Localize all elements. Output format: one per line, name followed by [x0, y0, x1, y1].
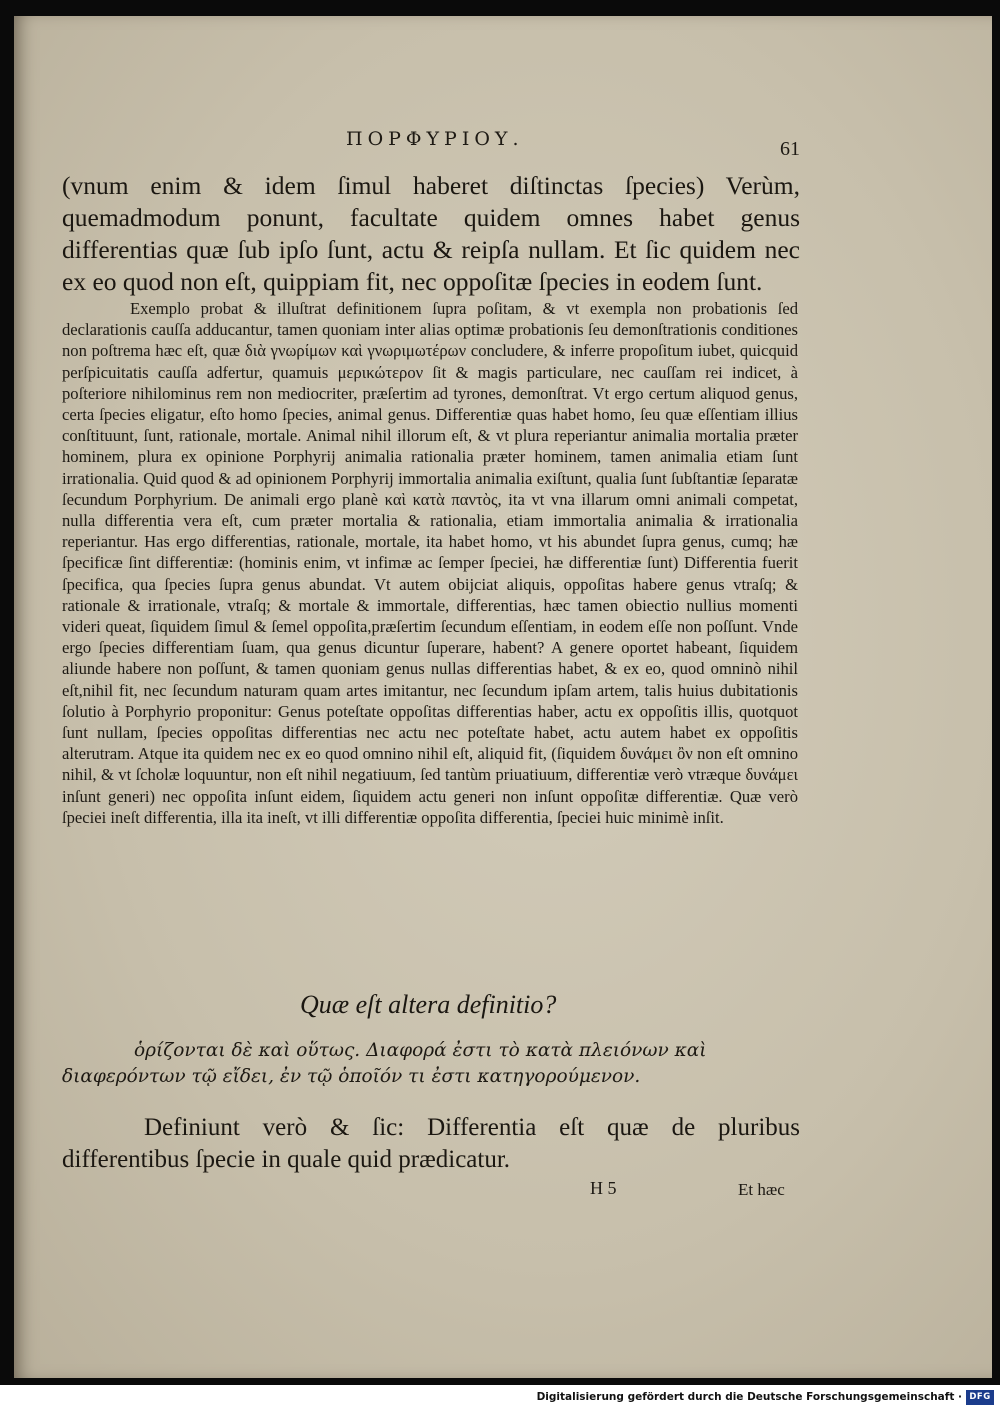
footer-bar	[0, 1385, 1000, 1412]
signature-mark: H 5	[590, 1178, 617, 1198]
commentary-text: Exemplo probat & illuſtrat definitionem ſupra poſitam, & vt exempla non probationis ſed declarationis cauſſa adducantur, tamen quoniam inter alias optimæ probationis ſeu demonſtrationis conditiones non poſtrema hæc eſt, quæ διὰ γνωρίμων καὶ γνωριμωτέρων concludere, & inferre propoſitum iubet, quicquid perſpicuitatis cauſſa adfertur, quamuis μερικώτερον ſit & magis particulare, nec cauſſam rei indicet, à poſteriore nihilominus rem non mediocriter, præſertim ad tyrones, demonſtrat. Vt ergo certum aliquod genus, certa ſpecies eligatur, eſto homo ſpecies, animal genus. Differentiæ quas habet homo, ſeu quæ eſſentiam illius conſtituunt, ſunt, rationale, mortale. Animal nihil illorum eſt, & vt plura reperiantur animalia mortalia præter hominem, plura ex opinione Porphyrij animalia rationalia præter hominem, tamen animalia etiam ſunt irrationalia. Quid quod & ad opinionem Porphyrij immortalia animalia exiſtunt, qualia ſunt ſubſtantiæ ſeparatæ ſecundum Porphyrium. De animali ergo planè καὶ κατὰ παντὸς, ita vt vna illarum omni animali competat, nulla differentia vera eſt, cum præter mortalia & rationalia, etiam immortalia animalia & irrationalia reperiantur. Has ergo differentias, rationale, mortale, ita habet homo, vt his abundet ſupra genus, cumq; hæ ſpecificæ ſint differentiæ: (hominis enim, vt infimæ ac ſemper ſpeciei, hæ differentiæ ſunt) Differentia fuerit ſpecifica, qua ſpecies ſupra genus abundat. Vt autem obijciat aliquis, oppoſitas habere genus vtraſq; & rationale & irrationale, vtraſq; & mortale & immortale, differentias, hæc tamen obiectio nullius momenti videri queat, ſiquidem ſimul & ſemel oppoſita,præſertim ſecundum eſſentiam, in eodem eſſe non poſſunt. Vnde ergo ſpecies differentiam ſuam, qua genus dicuntur ſuperare, habent? A genere oportet habeant, ſiquidem aliunde habere non poſſunt, & tamen quoniam genus nullas differentias habet, & ex eo, quod omninò nihil eſt,nihil fit, nec ſecundum naturam quam artes imitantur, nec ſecundum ipſam artem, talis huius dubitationis ſolutio à Porphyrio proponitur: Genus poteſtate oppoſitas differentias haber, actu ex oppoſitis illis, quotquot ſunt nullam, ſpecies oppoſitas differentias nec actu nec poteſtate habet, actu autem habet ex oppoſitis alterutram. Atque ita quidem nec ex eo quod omnino nihil eſt, aliquid fit, (ſiquidem δυνάμει ὂν non eſt omnino nihil, & vt ſcholæ loquuntur, non eſt nihil negatiuum, ſed tantùm priuatiuum, differentiæ verò vtræque δυνάμει inſunt generi) nec oppoſita inſunt eidem, ſiquidem actu generi non inſunt oppoſitæ differentiæ. Quæ verò ſpeciei ineſt differentia, illa ita ineſt, vt illi differentiæ oppoſita differentia, ſpeciei huic minimè inſit.	[62, 299, 798, 827]
main-text-large: (vnum enim & idem ſimul haberet diſtinctas ſpecies) Verùm, quemadmodum ponunt, facultate quidem omnes habet genus differentias quæ ſub ipſo ſunt, actu & reipſa nullam. Et ſic quidem nec ex eo quod non eſt, quippiam fit, nec oppoſitæ ſpecies in eodem ſunt.	[62, 171, 800, 296]
footer-credit: Digitalisierung gefördert durch die Deutsche Forschungsgemeinschaft ·	[536, 1391, 962, 1403]
latin-definition: Definiunt verò & ſic: Differentia eſt quæ de pluribus differentibus ſpecie in quale quid prædicatur.	[62, 1114, 800, 1173]
greek-definition: ὁρίζονται δὲ καὶ οὕτως. Διαφορά ἐστι τὸ κατὰ πλειόνων καὶ διαφερόντων τῷ εἴδει, ἐν τῷ ὁποῖόν τι ἐστι κατηγορούμενον.	[62, 1040, 707, 1087]
question-heading: Quæ eſt altera definitio?	[300, 990, 557, 1019]
catchword: Et hæc	[738, 1180, 785, 1199]
dfg-logo-icon: DFG	[966, 1390, 994, 1405]
running-head: ΠΟΡΦΥΡΙΟΥ.	[346, 128, 524, 150]
page-number: 61	[780, 138, 800, 160]
